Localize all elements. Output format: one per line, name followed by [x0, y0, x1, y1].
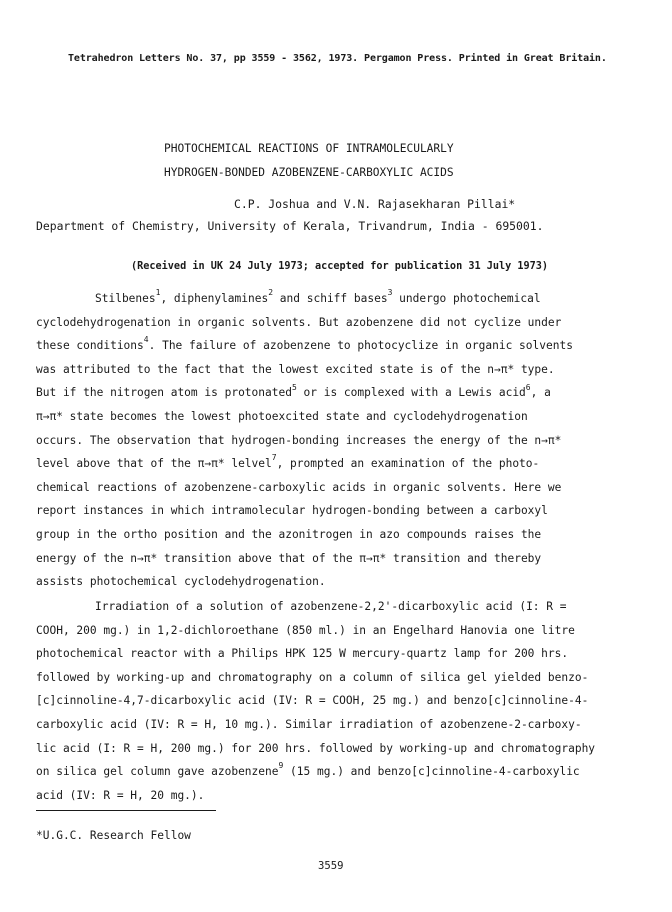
page-number: 3559	[318, 860, 344, 872]
received-dates: (Received in UK 24 July 1973; accepted for publication 31 July 1973)	[131, 261, 549, 272]
text-line: energy of the n→π* transition above that of the π→π* transition and thereby	[36, 551, 542, 565]
paragraph-introduction	[36, 287, 648, 594]
text-line: photochemical reactor with a Philips HPK 125 W mercury-quartz lamp for 200 hrs.	[36, 647, 569, 661]
text-line: on silica gel column gave azobenzene$^9$ (15 mg.) and benzo[c]cinnoline-4-carboxylic	[36, 761, 580, 779]
text-line: lic acid (I: R = H, 200 mg.) for 200 hrs. followed by working-up and chromatography	[36, 741, 596, 755]
text-line: cyclodehydrogenation in organic solvents. But azobenzene did not cyclize under	[36, 315, 562, 329]
text-line: these conditions$^4$. The failure of azobenzene to photocyclize in organic solvents	[36, 335, 573, 353]
journal-citation: Tetrahedron Letters No. 37, pp 3559 - 3562, 1973. Pergamon Press. Printed in Great Britain.	[68, 53, 607, 64]
paragraph-irradiation	[36, 595, 648, 807]
text-line: level above that of the π→π* lelvel$^7$, prompted an examination of the photo-	[36, 453, 540, 471]
text-line: But if the nitrogen atom is protonated$^5$ or is complexed with a Lewis acid$^6$, a	[36, 382, 551, 400]
text-line: group in the ortho position and the azonitrogen in azo compounds raises the	[36, 527, 542, 541]
text-line: carboxylic acid (IV: R = H, 10 mg.). Similar irradiation of azobenzene-2-carboxy-	[36, 717, 582, 731]
text-line: π→π* state becomes the lowest photoexcited state and cyclodehydrogenation	[36, 409, 528, 423]
text-line: was attributed to the fact that the lowest excited state is of the n→π* type.	[36, 362, 555, 376]
text-line: chemical reactions of azobenzene-carboxylic acids in organic solvents. Here we	[36, 480, 562, 494]
text-line: [c]cinnoline-4,7-dicarboxylic acid (IV: R = COOH, 25 mg.) and benzo[c]cinnoline-4-	[36, 694, 589, 708]
text-line: Stilbenes$^1$, diphenylamines$^2$ and schiff bases$^3$ undergo photochemical	[95, 288, 541, 305]
text-line: occurs. The observation that hydrogen-bonding increases the energy of the n→π*	[36, 433, 562, 447]
authors: C.P. Joshua and V.N. Rajasekharan Pillai*	[234, 197, 516, 211]
article-title-line-2: HYDROGEN-BONDED AZOBENZENE-CARBOXYLIC ACIDS	[164, 166, 454, 179]
footnote: *U.G.C. Research Fellow	[36, 829, 191, 842]
text-line: followed by working-up and chromatography on a column of silica gel yielded benzo-	[36, 670, 589, 684]
text-line: assists photochemical cyclodehydrogenation.	[36, 575, 326, 589]
article-title-line-1: PHOTOCHEMICAL REACTIONS OF INTRAMOLECULARLY	[164, 142, 454, 155]
text-line: acid (IV: R = H, 20 mg.).	[36, 788, 205, 802]
affiliation: Department of Chemistry, University of Kerala, Trivandrum, India - 695001.	[36, 219, 544, 233]
footnote-divider	[36, 810, 216, 811]
text-line: report instances in which intramolecular hydrogen-bonding between a carboxyl	[36, 504, 548, 518]
text-line: Irradiation of a solution of azobenzene-2,2'-dicarboxylic acid (I: R =	[95, 600, 567, 613]
text-line: COOH, 200 mg.) in 1,2-dichloroethane (850 ml.) in an Engelhard Hanovia one litre	[36, 623, 575, 637]
